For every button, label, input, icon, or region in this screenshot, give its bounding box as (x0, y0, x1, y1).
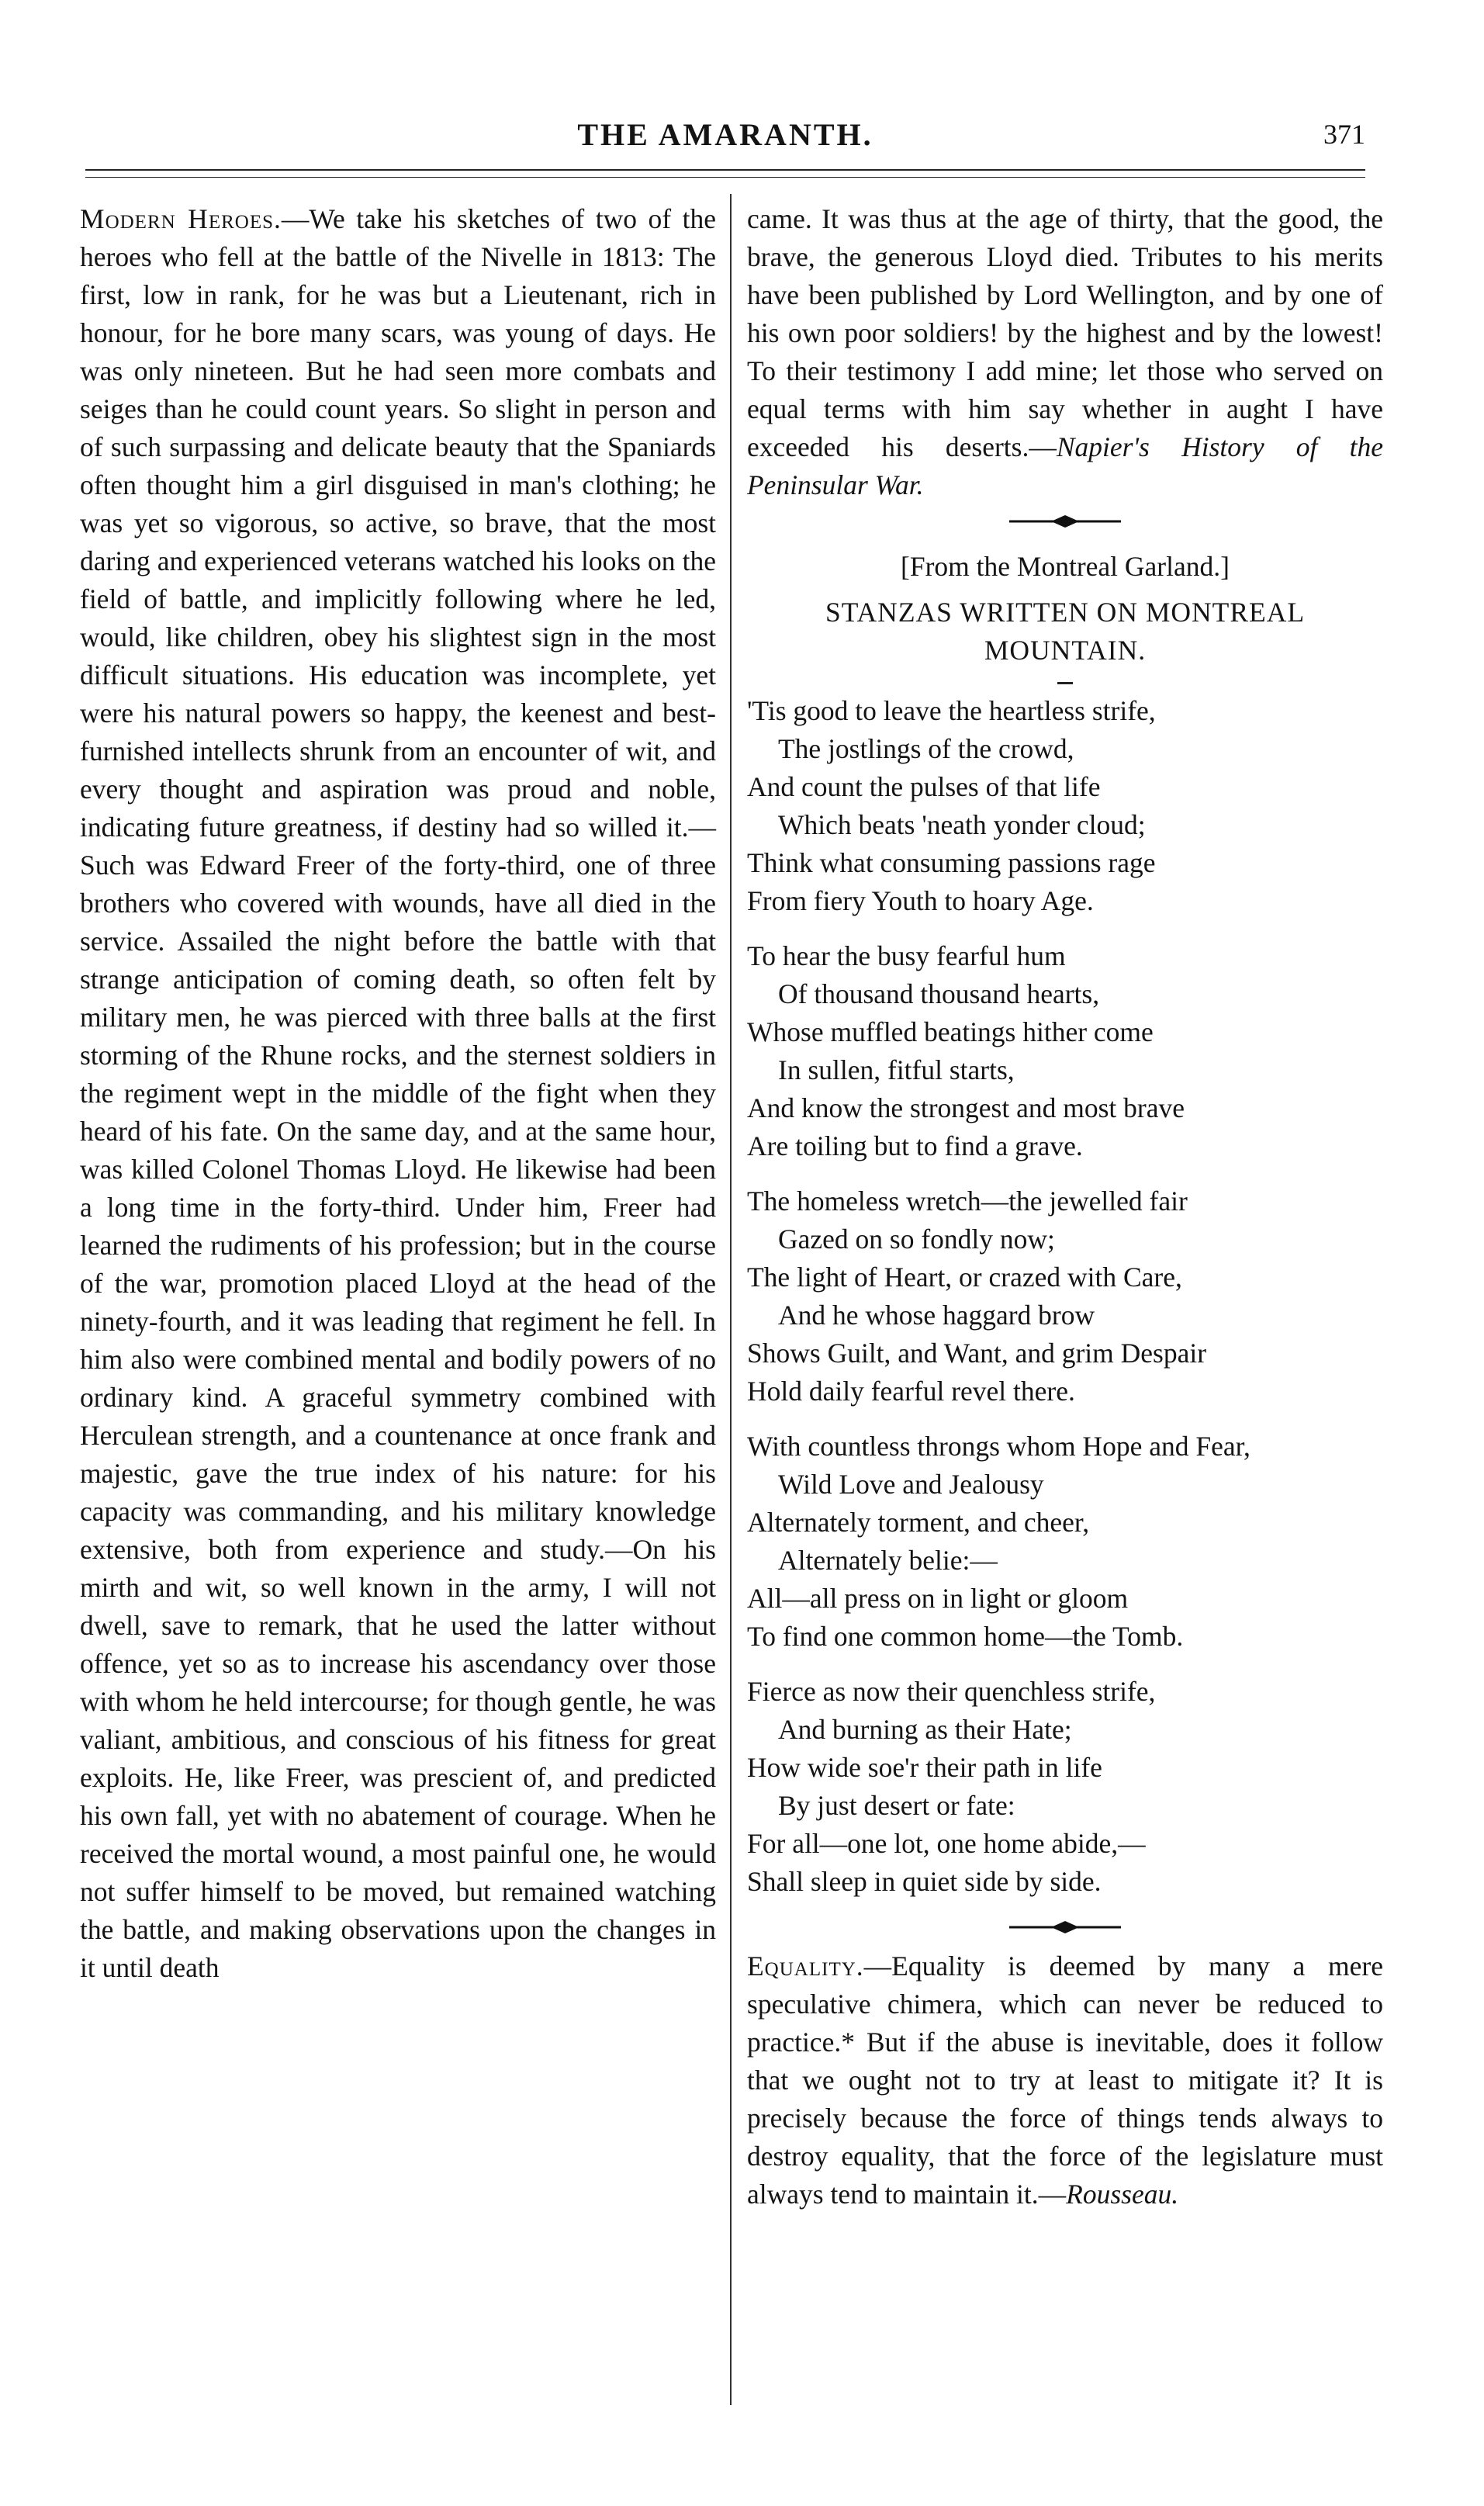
running-title: THE AMARANTH. (577, 117, 873, 152)
poem-line: Shows Guilt, and Want, and grim Despair (747, 1338, 1207, 1369)
poem-stanza (747, 692, 1383, 920)
modern-heroes-heading: Modern Heroes. (80, 203, 282, 234)
right-column (747, 200, 1383, 2214)
napier-citation: Napier's History of the Peninsular War. (747, 431, 1383, 500)
poem-line: And know the strongest and most brave (747, 1092, 1185, 1123)
continuation-text: came. It was thus at the age of thirty, that the good, the brave, the generous Lloyd died. Tributes to his merits have been published by Lord Wellington, and by one of his own poor soldiers! by the highest and by the lowest! To their testimony I add mine; let those who served on equal terms with him say whether in aught I have exceeded his deserts.— (747, 203, 1383, 462)
modern-heroes-article (80, 200, 716, 1987)
poem-line: The light of Heart, or crazed with Care, (747, 1262, 1182, 1293)
poem-line: Think what consuming passions rage (747, 847, 1156, 878)
poem-line: In sullen, fitful starts, (778, 1054, 1015, 1085)
poem-line: Are toiling but to find a grave. (747, 1130, 1083, 1161)
poem-line: All—all press on in light or gloom (747, 1583, 1129, 1614)
poem-stanza (747, 937, 1383, 1165)
modern-heroes-continuation (747, 200, 1383, 504)
page-number: 371 (1323, 119, 1365, 150)
poem-line: How wide soe'r their path in life (747, 1752, 1102, 1783)
poem-line: Alternately torment, and cheer, (747, 1507, 1090, 1538)
poem-line: For all—one lot, one home abide,— (747, 1828, 1146, 1859)
poem-stanza (747, 1428, 1383, 1656)
equality-heading: Equality. (747, 1950, 864, 1982)
poem-line: And count the pulses of that life (747, 771, 1101, 802)
modern-heroes-text: —We take his sketches of two of the heroes who fell at the battle of the Nivelle in 1813: The first, low in rank, for he was but a Lieutenant, rich in honour, for he bore many scars, was young of days. He was only nineteen. But he had seen more combats and seiges than he could count years. So slight in person and of such surpassing and delicate beauty that the Spaniards often thought him a girl disguised in man's clothing; he was yet so vigorous, so active, so brave, that the most daring and experienced veterans watched his looks on the field of battle, and implicitly following where he led, would, like children, obey his slightest sign in the most difficult situations. His education was incomplete, yet were his natural powers so happy, the keenest and best-furnished intellects shrunk from an encounter of wit, and every thought and aspiration was proud and noble, indicating future greatness, if destiny had so willed it.—Such was Edward Freer of the forty-third, one of three brothers who covered with wounds, have all died in the service. Assailed the night before the battle with that strange anticipation of coming death, so often felt by military men, he was pierced with three balls at the first storming of the Rhune rocks, and the sternest soldiers in the regiment wept in the middle of the fight when they heard of his fate. On the same day, and at the same hour, was killed Colonel Thomas Lloyd. He likewise had been a long time in the forty-third. Under him, Freer had learned the rudiments of his profession; but in the course of the war, promotion placed Lloyd at the head of the ninety-fourth, and it was leading that regiment he fell. In him also were combined mental and bodily powers of no ordinary kind. A graceful symmetry combined with Herculean strength, and a countenance at once frank and majestic, gave the true index of his nature: for his capacity was commanding, and his military knowledge extensive, both from experience and study.—On his mirth and wit, so well known in the army, I will not dwell, save to remark, that he used the latter without offence, yet so as to increase his ascendancy over those with whom he held intercourse; for though gentle, he was valiant, ambitious, and conscious of his fitness for great exploits. He, like Freer, was prescient of, and predicted his own fall, yet with no abatement of courage. When he received the mortal wound, a most painful one, he would not suffer himself to be moved, but remained watching the battle, and making observations upon the changes in it until death (80, 203, 716, 1983)
poem-line: Whose muffled beatings hither come (747, 1016, 1154, 1047)
header-rule-top (85, 169, 1365, 171)
poem-stanza (747, 1673, 1383, 1901)
poem-line: Fierce as now their quenchless strife, (747, 1676, 1156, 1707)
poem-title-line-2: MOUNTAIN. (984, 635, 1147, 666)
ornament-divider-icon (1003, 512, 1127, 531)
title-dash (1057, 682, 1073, 684)
poem-source: [From the Montreal Garland.] (901, 551, 1230, 582)
header-rule-bottom (85, 177, 1365, 178)
column-divider (730, 194, 732, 2405)
poem-line: Which beats 'neath yonder cloud; (778, 809, 1146, 840)
poem-line: From fiery Youth to hoary Age. (747, 885, 1094, 916)
poem-line: To hear the busy fearful hum (747, 940, 1066, 971)
poem-line: Shall sleep in quiet side by side. (747, 1866, 1102, 1897)
poem-stanza (747, 1182, 1383, 1410)
poem-line: Hold daily fearful revel there. (747, 1376, 1075, 1407)
equality-article (747, 1947, 1383, 2214)
poem-line: With countless throngs whom Hope and Fear, (747, 1431, 1251, 1462)
poem-line: Gazed on so fondly now; (778, 1224, 1055, 1255)
poem-line: The homeless wretch—the jewelled fair (747, 1186, 1188, 1217)
poem-line: 'Tis good to leave the heartless strife, (747, 695, 1156, 726)
poem-line: And he whose haggard brow (778, 1300, 1095, 1331)
poem-line: And burning as their Hate; (778, 1714, 1072, 1745)
poem-line: By just desert or fate: (778, 1790, 1015, 1821)
rousseau-citation: Rousseau. (1066, 2179, 1179, 2210)
left-column (80, 200, 716, 1987)
poem-line: Wild Love and Jealousy (778, 1469, 1044, 1500)
poem-line: To find one common home—the Tomb. (747, 1621, 1184, 1652)
poem-title-line-1: STANZAS WRITTEN ON MONTREAL (825, 597, 1306, 628)
poem-line: The jostlings of the crowd, (778, 733, 1074, 764)
equality-text: —Equality is deemed by many a mere speculative chimera, which can never be reduced to practice.* But if the abuse is inevitable, does it follow that we ought not to try at least to mitigate it? It is precisely because the force of things tends always to destroy equality, that the force of the legislature must always tend to maintain it.— (747, 1950, 1383, 2210)
ornament-divider-icon (1003, 1918, 1127, 1937)
poem-line: Of thousand thousand hearts, (778, 978, 1100, 1009)
running-head (85, 116, 1365, 163)
poem-line: Alternately belie:— (778, 1545, 998, 1576)
